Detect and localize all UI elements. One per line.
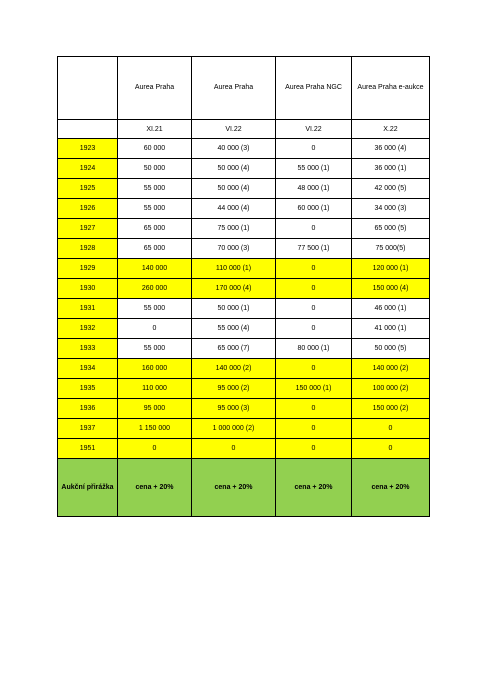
table-row [58,399,430,419]
price-cell: 0 [276,319,352,339]
price-cell: 34 000 (3) [352,199,430,219]
price-cell: 110 000 (1) [192,259,276,279]
date-cell: VI.22 [192,120,276,139]
year-cell: 1926 [58,199,118,219]
table-row [58,319,430,339]
price-cell: 70 000 (3) [192,239,276,259]
table-row [58,139,430,159]
year-cell: 1928 [58,239,118,259]
price-cell: 50 000 (4) [192,179,276,199]
price-cell: 36 000 (4) [352,139,430,159]
year-cell: 1935 [58,379,118,399]
table-row [58,179,430,199]
price-cell: 46 000 (1) [352,299,430,319]
table-row [58,279,430,299]
price-cell: 80 000 (1) [276,339,352,359]
price-cell: 0 [276,259,352,279]
price-cell: 65 000 (5) [352,219,430,239]
table-body [58,139,430,459]
year-cell: 1936 [58,399,118,419]
year-cell: 1932 [58,319,118,339]
date-cell: X.22 [352,120,430,139]
year-cell: 1923 [58,139,118,159]
table-row [58,239,430,259]
price-cell: 0 [276,219,352,239]
price-cell: 0 [276,359,352,379]
price-cell: 50 000 [118,159,192,179]
price-cell: 0 [276,399,352,419]
price-cell: 0 [276,299,352,319]
price-cell: 140 000 (2) [352,359,430,379]
price-cell: 0 [352,439,430,459]
price-cell: 260 000 [118,279,192,299]
price-cell: 75 000(5) [352,239,430,259]
table-row [58,199,430,219]
price-cell: 1 000 000 (2) [192,419,276,439]
fee-cell: cena + 20% [192,459,276,517]
year-cell: 1951 [58,439,118,459]
price-cell: 0 [118,319,192,339]
price-cell: 65 000 [118,239,192,259]
table-row [58,439,430,459]
header-cell: Aurea Praha [192,57,276,120]
table-row [58,299,430,319]
price-cell: 95 000 (3) [192,399,276,419]
header-cell: Aurea Praha NGC [276,57,352,120]
price-cell: 40 000 (3) [192,139,276,159]
header-cell: Aurea Praha e-aukce [352,57,430,120]
price-cell: 41 000 (1) [352,319,430,339]
price-cell: 65 000 [118,219,192,239]
year-cell: 1937 [58,419,118,439]
price-cell: 150 000 (2) [352,399,430,419]
year-cell: 1929 [58,259,118,279]
price-cell: 0 [276,279,352,299]
table-row [58,379,430,399]
price-cell: 55 000 [118,299,192,319]
fee-cell: cena + 20% [352,459,430,517]
fee-cell: cena + 20% [118,459,192,517]
price-cell: 140 000 (2) [192,359,276,379]
price-cell: 0 [276,139,352,159]
price-cell: 50 000 (4) [192,159,276,179]
price-cell: 140 000 [118,259,192,279]
year-cell: 1934 [58,359,118,379]
table-row [58,159,430,179]
year-cell: 1933 [58,339,118,359]
price-cell: 65 000 (7) [192,339,276,359]
price-cell: 48 000 (1) [276,179,352,199]
price-cell: 110 000 [118,379,192,399]
price-cell: 55 000 (4) [192,319,276,339]
price-cell: 36 000 (1) [352,159,430,179]
date-cell: XI.21 [118,120,192,139]
price-cell: 50 000 (1) [192,299,276,319]
price-cell: 0 [192,439,276,459]
price-cell: 75 000 (1) [192,219,276,239]
price-cell: 55 000 [118,179,192,199]
price-cell: 60 000 [118,139,192,159]
year-cell: 1925 [58,179,118,199]
price-cell: 170 000 (4) [192,279,276,299]
header-cell: Aurea Praha [118,57,192,120]
table-row [58,339,430,359]
fee-label: Aukční přirážka [58,459,118,517]
corner-cell [58,57,118,120]
price-cell: 55 000 [118,199,192,219]
price-cell: 1 150 000 [118,419,192,439]
date-cell [58,120,118,139]
price-cell: 0 [276,419,352,439]
price-cell: 77 500 (1) [276,239,352,259]
price-cell: 55 000 (1) [276,159,352,179]
price-cell: 0 [118,439,192,459]
year-cell: 1930 [58,279,118,299]
price-cell: 95 000 [118,399,192,419]
price-cell: 95 000 (2) [192,379,276,399]
date-cell: VI.22 [276,120,352,139]
price-cell: 60 000 (1) [276,199,352,219]
table-row [58,219,430,239]
table-row [58,419,430,439]
price-cell: 150 000 (1) [276,379,352,399]
price-cell: 160 000 [118,359,192,379]
fee-cell: cena + 20% [276,459,352,517]
price-cell: 42 000 (5) [352,179,430,199]
year-cell: 1927 [58,219,118,239]
price-table [57,56,430,517]
price-cell: 0 [276,439,352,459]
header-row [58,57,430,120]
price-cell: 100 000 (2) [352,379,430,399]
price-cell: 55 000 [118,339,192,359]
auction-fee-row [58,459,430,517]
date-row [58,120,430,139]
table-row [58,359,430,379]
year-cell: 1931 [58,299,118,319]
price-cell: 120 000 (1) [352,259,430,279]
table-row [58,259,430,279]
price-cell: 50 000 (5) [352,339,430,359]
year-cell: 1924 [58,159,118,179]
price-cell: 44 000 (4) [192,199,276,219]
price-cell: 150 000 (4) [352,279,430,299]
price-cell: 0 [352,419,430,439]
